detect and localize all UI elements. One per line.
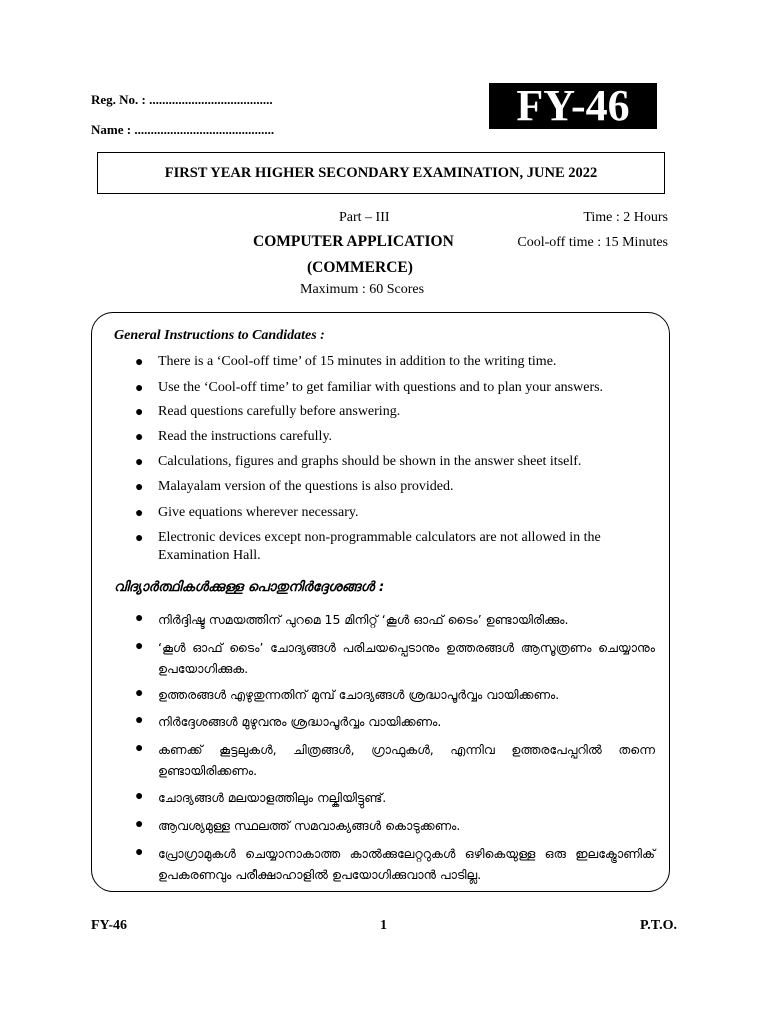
footer-pto: P.T.O.: [640, 918, 677, 933]
bullet-icon: ●: [135, 686, 144, 701]
bullet-icon: ●: [135, 713, 144, 728]
bullet-icon: ●: [135, 817, 144, 832]
bullet-icon: ●: [135, 506, 144, 521]
instruction-text: നിർദ്ദിഷ്ട സമയത്തിന് പുറമെ 15 മിനിറ്റ് ‘കൂൾ ഓഫ് ടൈം’ ഉണ്ടായിരിക്കും.: [158, 612, 569, 627]
instruction-text: Use the ‘Cool-off time’ to get familiar with questions and to plan your answers.: [158, 380, 604, 395]
instruction-text: ഉത്തരങ്ങൾ എഴുതുന്നതിന് മുമ്പ് ചോദ്യങ്ങൾ ശ്രദ്ധാപൂർവ്വം വായിക്കണം.: [158, 687, 560, 702]
paper-code-badge: FY-46: [489, 83, 657, 129]
instruction-text: ‘കൂൾ ഓഫ് ടൈം’ ചോദ്യങ്ങൾ പരിചയപ്പെടാനും ഉത്തരങ്ങൾ ആസൂത്രണം ചെയ്യാനും ഉപയോഗിക്കുക.: [158, 640, 655, 676]
subject-title: COMPUTER APPLICATION: [253, 233, 454, 250]
instruction-text: കണക്ക് കൂട്ടലുകൾ, ചിത്രങ്ങൾ, ഗ്രാഫുകൾ, എന്നിവ ഉത്തരപേപ്പറിൽ തന്നെ ഉണ്ടായിരിക്കണം.: [158, 742, 655, 778]
instruction-text: പ്രോഗ്രാമുകൾ ചെയ്യാനാകാത്ത കാൽക്കുലേറ്ററുകൾ ഒഴികെയുള്ള ഒരു ഇലക്ട്രോണിക് ഉപകരണവും പരീക്ഷാഹാളിൽ ഉപയോഗിക്കുവാൻ പാടില്ല.: [158, 846, 655, 882]
instruction-text: ചോദ്യങ്ങൾ മലയാളത്തിലും നല്കിയിട്ടുണ്ട്.: [158, 790, 387, 805]
instructions-heading-ml: വിദ്യാർത്ഥികൾക്കുള്ള പൊതുനിർദ്ദേശങ്ങൾ :: [114, 579, 385, 595]
time-label: Time : 2 Hours: [583, 210, 668, 225]
bullet-icon: ●: [135, 455, 144, 470]
bullet-icon: ●: [135, 611, 144, 626]
instructions-heading-en: General Instructions to Candidates :: [114, 328, 325, 343]
bullet-icon: ●: [135, 480, 144, 495]
exam-title: FIRST YEAR HIGHER SECONDARY EXAMINATION, JUNE 2022: [97, 152, 665, 194]
max-score-label: Maximum : 60 Scores: [300, 282, 425, 297]
instruction-text: നിർദ്ദേശങ്ങൾ മുഴുവനും ശ്രദ്ധാപൂർവ്വം വായിക്കണം.: [158, 714, 442, 729]
bullet-icon: ●: [135, 639, 144, 654]
part-label: Part – III: [339, 210, 390, 225]
bullet-icon: ●: [135, 741, 144, 756]
instruction-text: Malayalam version of the questions is also provided.: [158, 479, 454, 494]
bullet-icon: ●: [135, 845, 144, 860]
bullet-icon: ●: [135, 381, 144, 396]
bullet-icon: ●: [135, 430, 144, 445]
bullet-icon: ●: [135, 405, 144, 420]
bullet-icon: ●: [135, 355, 144, 370]
name-field: Name : ...........................................: [91, 122, 275, 137]
footer-paper-code: FY-46: [91, 918, 128, 933]
footer-page-number: 1: [380, 918, 387, 933]
stream-label: (COMMERCE): [307, 259, 413, 276]
instruction-text: Give equations wherever necessary.: [158, 505, 359, 520]
bullet-icon: ●: [135, 531, 144, 546]
instruction-text: Electronic devices except non-programmable calculators are not allowed in the Examination Hall.: [158, 530, 601, 563]
bullet-icon: ●: [135, 789, 144, 804]
instruction-text: There is a ‘Cool-off time’ of 15 minutes in addition to the writing time.: [158, 354, 557, 369]
instruction-text: Calculations, figures and graphs should be shown in the answer sheet itself.: [158, 454, 582, 469]
instruction-text: Read the instructions carefully.: [158, 429, 333, 444]
instruction-text: ആവശ്യമുള്ള സ്ഥലത്ത് സമവാക്യങ്ങൾ കൊടുക്കണം.: [158, 818, 461, 833]
reg-no-field: Reg. No. : ......................................: [91, 92, 273, 107]
instruction-text: Read questions carefully before answering.: [158, 404, 401, 419]
cool-off-label: Cool-off time : 15 Minutes: [517, 235, 668, 250]
